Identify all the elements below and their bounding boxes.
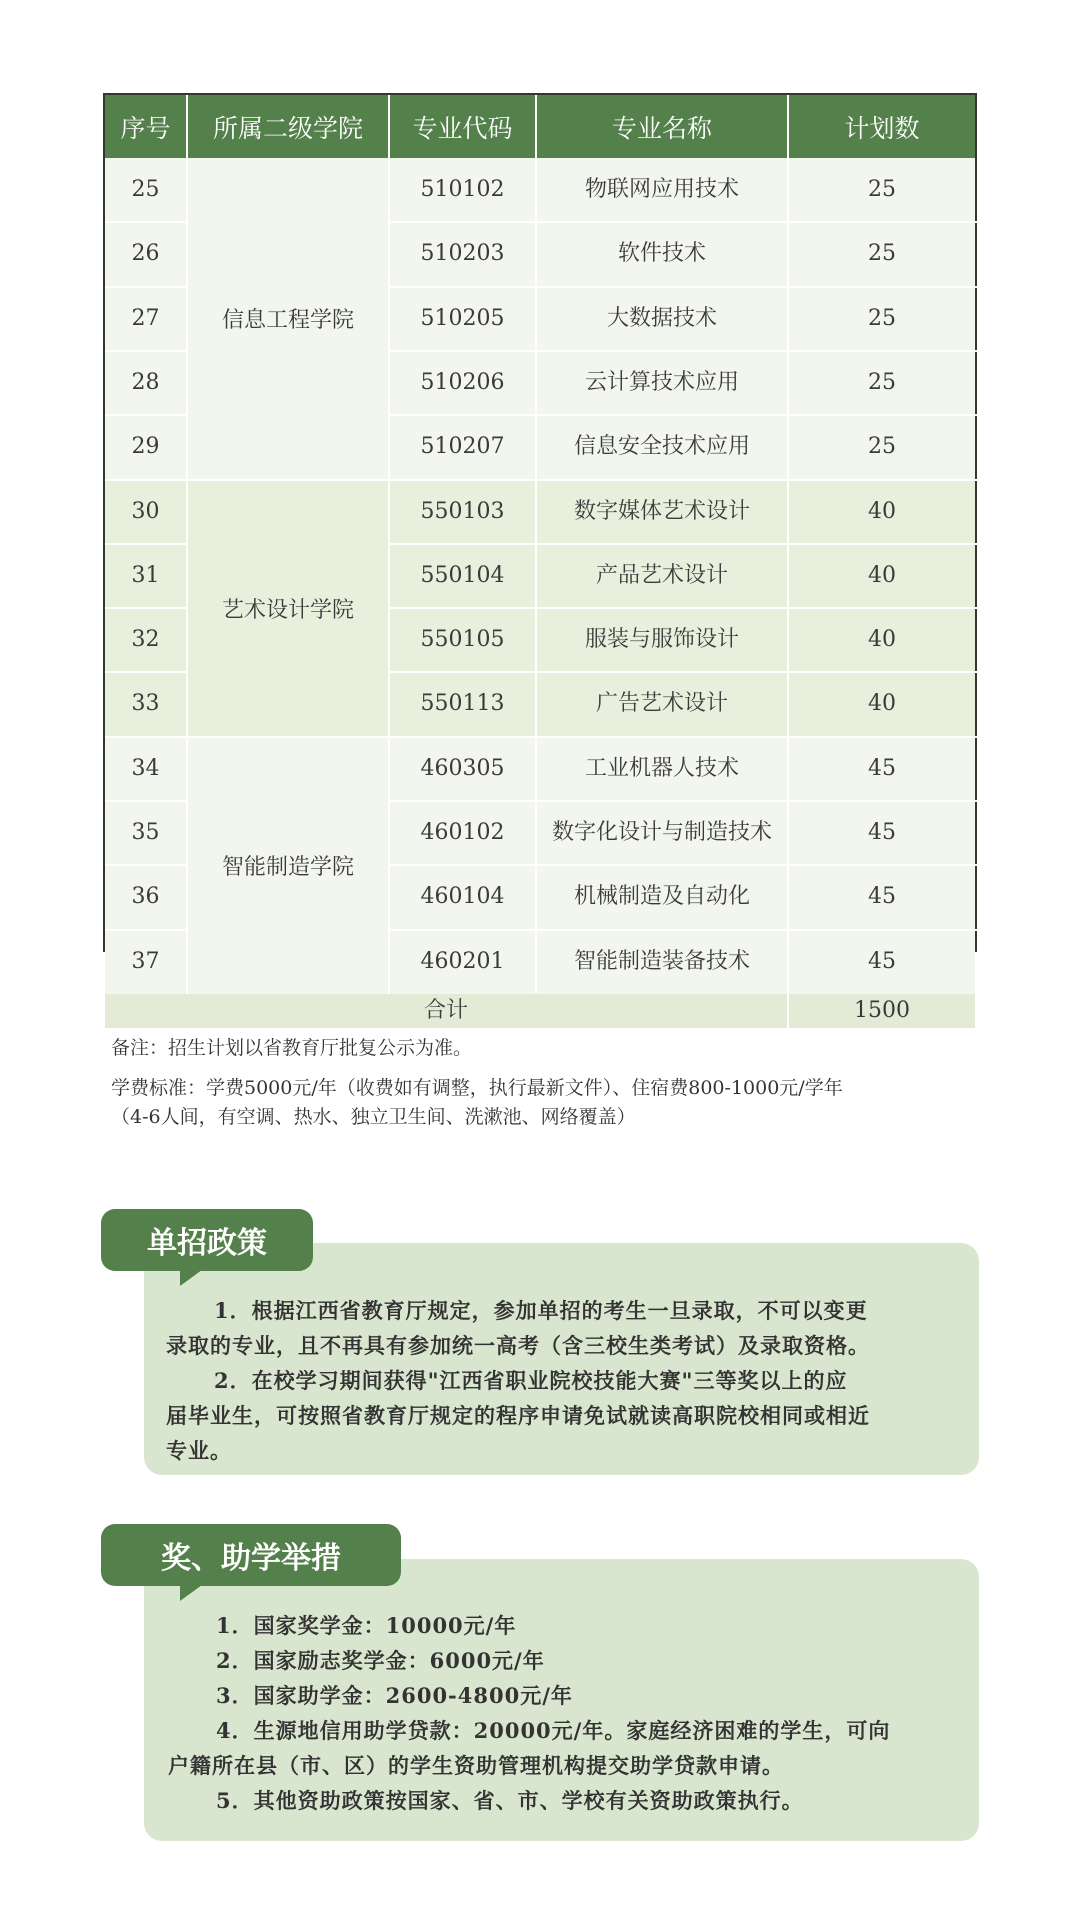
row-code: 510203	[420, 241, 505, 267]
row-separator	[105, 864, 186, 866]
row-separator	[390, 350, 979, 352]
row-code: 510205	[420, 305, 505, 331]
row-code: 460201	[420, 948, 505, 974]
row-separator	[105, 929, 186, 931]
aid-line-4: 4．生源地信用助学贷款：20000元/年。家庭经济困难的学生，可向	[216, 1718, 891, 1743]
row-separator	[390, 543, 979, 545]
row-no: 26	[131, 241, 160, 267]
row-no: 25	[131, 177, 160, 202]
row-major: 智能制造装备技术	[573, 948, 750, 974]
row-plan: 40	[868, 498, 896, 524]
policy-line-5: 专业。	[166, 1438, 232, 1463]
table-note: 备注：招生计划以省教育厅批复公示为准。	[105, 1028, 975, 1064]
aid-line-5: 户籍所在县（市、区）的学生资助管理机构提交助学贷款申请。	[168, 1753, 784, 1778]
row-code: 550113	[420, 691, 505, 717]
row-no: 36	[131, 884, 160, 910]
row-separator	[105, 543, 186, 545]
fee-standard	[105, 1068, 975, 1132]
row-separator	[390, 607, 979, 609]
row-major: 大数据技术	[606, 305, 717, 331]
row-code: 510102	[420, 177, 505, 202]
row-no: 32	[131, 627, 160, 653]
table-header	[105, 95, 975, 158]
aid-line-6: 5．其他资助政策按国家、省、市、学校有关资助政策执行。	[216, 1788, 804, 1813]
row-major: 物联网应用技术	[584, 177, 739, 202]
policy-title: 单招政策	[101, 1209, 313, 1271]
row-separator	[390, 286, 979, 288]
policy-text	[166, 1293, 956, 1468]
row-no: 28	[131, 369, 160, 395]
row-separator	[105, 286, 186, 288]
row-separator	[390, 929, 979, 931]
row-plan: 45	[868, 755, 896, 781]
row-separator	[390, 671, 979, 673]
total-value: 1500	[854, 997, 910, 1023]
total-label: 合计	[423, 997, 468, 1023]
policy-title-tail	[180, 1270, 202, 1286]
row-plan: 25	[868, 177, 896, 202]
row-code: 550105	[420, 627, 505, 653]
row-separator	[105, 607, 186, 609]
total-row	[105, 994, 975, 1028]
row-separator	[390, 800, 979, 802]
row-major: 广告艺术设计	[595, 691, 728, 717]
policy-line-2: 录取的专业，且不再具有参加统一高考（含三校生类考试）及录取资格。	[166, 1333, 870, 1358]
group-separator	[105, 736, 975, 738]
row-plan: 45	[868, 884, 896, 910]
row-no: 29	[131, 434, 160, 460]
row-separator	[105, 800, 186, 802]
policy-line-1: 1．根据江西省教育厅规定，参加单招的考生一旦录取，不可以变更	[214, 1298, 868, 1323]
row-no: 31	[131, 562, 160, 588]
row-separator	[105, 350, 186, 352]
column-divider	[388, 95, 390, 994]
row-plan: 40	[868, 627, 896, 653]
header-major: 专业名称	[611, 113, 712, 143]
row-code: 460102	[420, 820, 505, 845]
row-plan: 25	[868, 241, 896, 267]
row-major: 信息安全技术应用	[573, 434, 750, 460]
aid-line-1: 1．国家奖学金：10000元/年	[216, 1613, 517, 1638]
group-college: 智能制造学院	[188, 737, 388, 994]
row-major: 云计算技术应用	[584, 369, 739, 395]
policy-line-4: 届毕业生，可按照省教育厅规定的程序申请免试就读高职院校相同或相近	[166, 1403, 870, 1428]
aid-line-2: 2．国家励志奖学金：6000元/年	[216, 1648, 545, 1673]
header-no: 序号	[120, 113, 171, 143]
policy-line-3: 2．在校学习期间获得"江西省职业院校技能大赛"三等奖以上的应	[214, 1368, 848, 1393]
row-plan: 45	[868, 820, 896, 845]
aid-title: 奖、助学举措	[101, 1524, 401, 1586]
row-separator	[105, 221, 186, 223]
row-no: 35	[131, 820, 160, 845]
fee-line-1: 学费标准：学费5000元/年（收费如有调整，执行最新文件）、住宿费800-1000元/学年	[111, 1076, 843, 1099]
header-plan: 计划数	[844, 113, 920, 143]
row-separator	[105, 671, 186, 673]
row-major: 产品艺术设计	[595, 562, 728, 588]
row-major: 软件技术	[617, 241, 706, 267]
group-college: 信息工程学院	[188, 158, 388, 480]
header-college: 所属二级学院	[212, 113, 363, 143]
group-college: 艺术设计学院	[188, 480, 388, 737]
aid-text	[168, 1608, 958, 1818]
row-major: 工业机器人技术	[584, 755, 739, 781]
column-divider	[186, 95, 188, 994]
row-plan: 25	[868, 434, 896, 460]
row-plan: 40	[868, 562, 896, 588]
aid-line-3: 3．国家助学金：2600-4800元/年	[216, 1683, 573, 1708]
row-no: 37	[131, 948, 160, 974]
row-no: 34	[131, 755, 160, 781]
row-separator	[390, 221, 979, 223]
row-no: 33	[131, 691, 160, 717]
row-code: 510206	[420, 369, 505, 395]
row-plan: 25	[868, 369, 896, 395]
row-no: 27	[131, 305, 160, 331]
row-plan: 40	[868, 691, 896, 717]
enrollment-table	[103, 93, 977, 1128]
row-plan: 45	[868, 948, 896, 974]
row-major: 服装与服饰设计	[584, 627, 739, 653]
row-major: 数字媒体艺术设计	[573, 498, 750, 524]
column-divider	[787, 95, 789, 994]
aid-title-tail	[180, 1585, 202, 1601]
row-no: 30	[131, 498, 160, 524]
row-code: 550103	[420, 498, 505, 524]
table-body	[105, 95, 975, 1128]
row-separator	[390, 414, 979, 416]
row-code: 510207	[420, 434, 505, 460]
header-code: 专业代码	[412, 113, 513, 143]
row-code: 460104	[420, 884, 505, 910]
row-major: 机械制造及自动化	[573, 884, 750, 910]
fee-line-2: （4-6人间，有空调、热水、独立卫生间、洗漱池、网络覆盖）	[111, 1105, 636, 1128]
column-divider	[535, 95, 537, 994]
row-major: 数字化设计与制造技术	[551, 820, 772, 845]
row-plan: 25	[868, 305, 896, 331]
row-code: 460305	[420, 755, 505, 781]
row-code: 550104	[420, 562, 505, 588]
row-separator	[105, 414, 186, 416]
group-separator	[105, 479, 975, 481]
row-separator	[390, 864, 979, 866]
